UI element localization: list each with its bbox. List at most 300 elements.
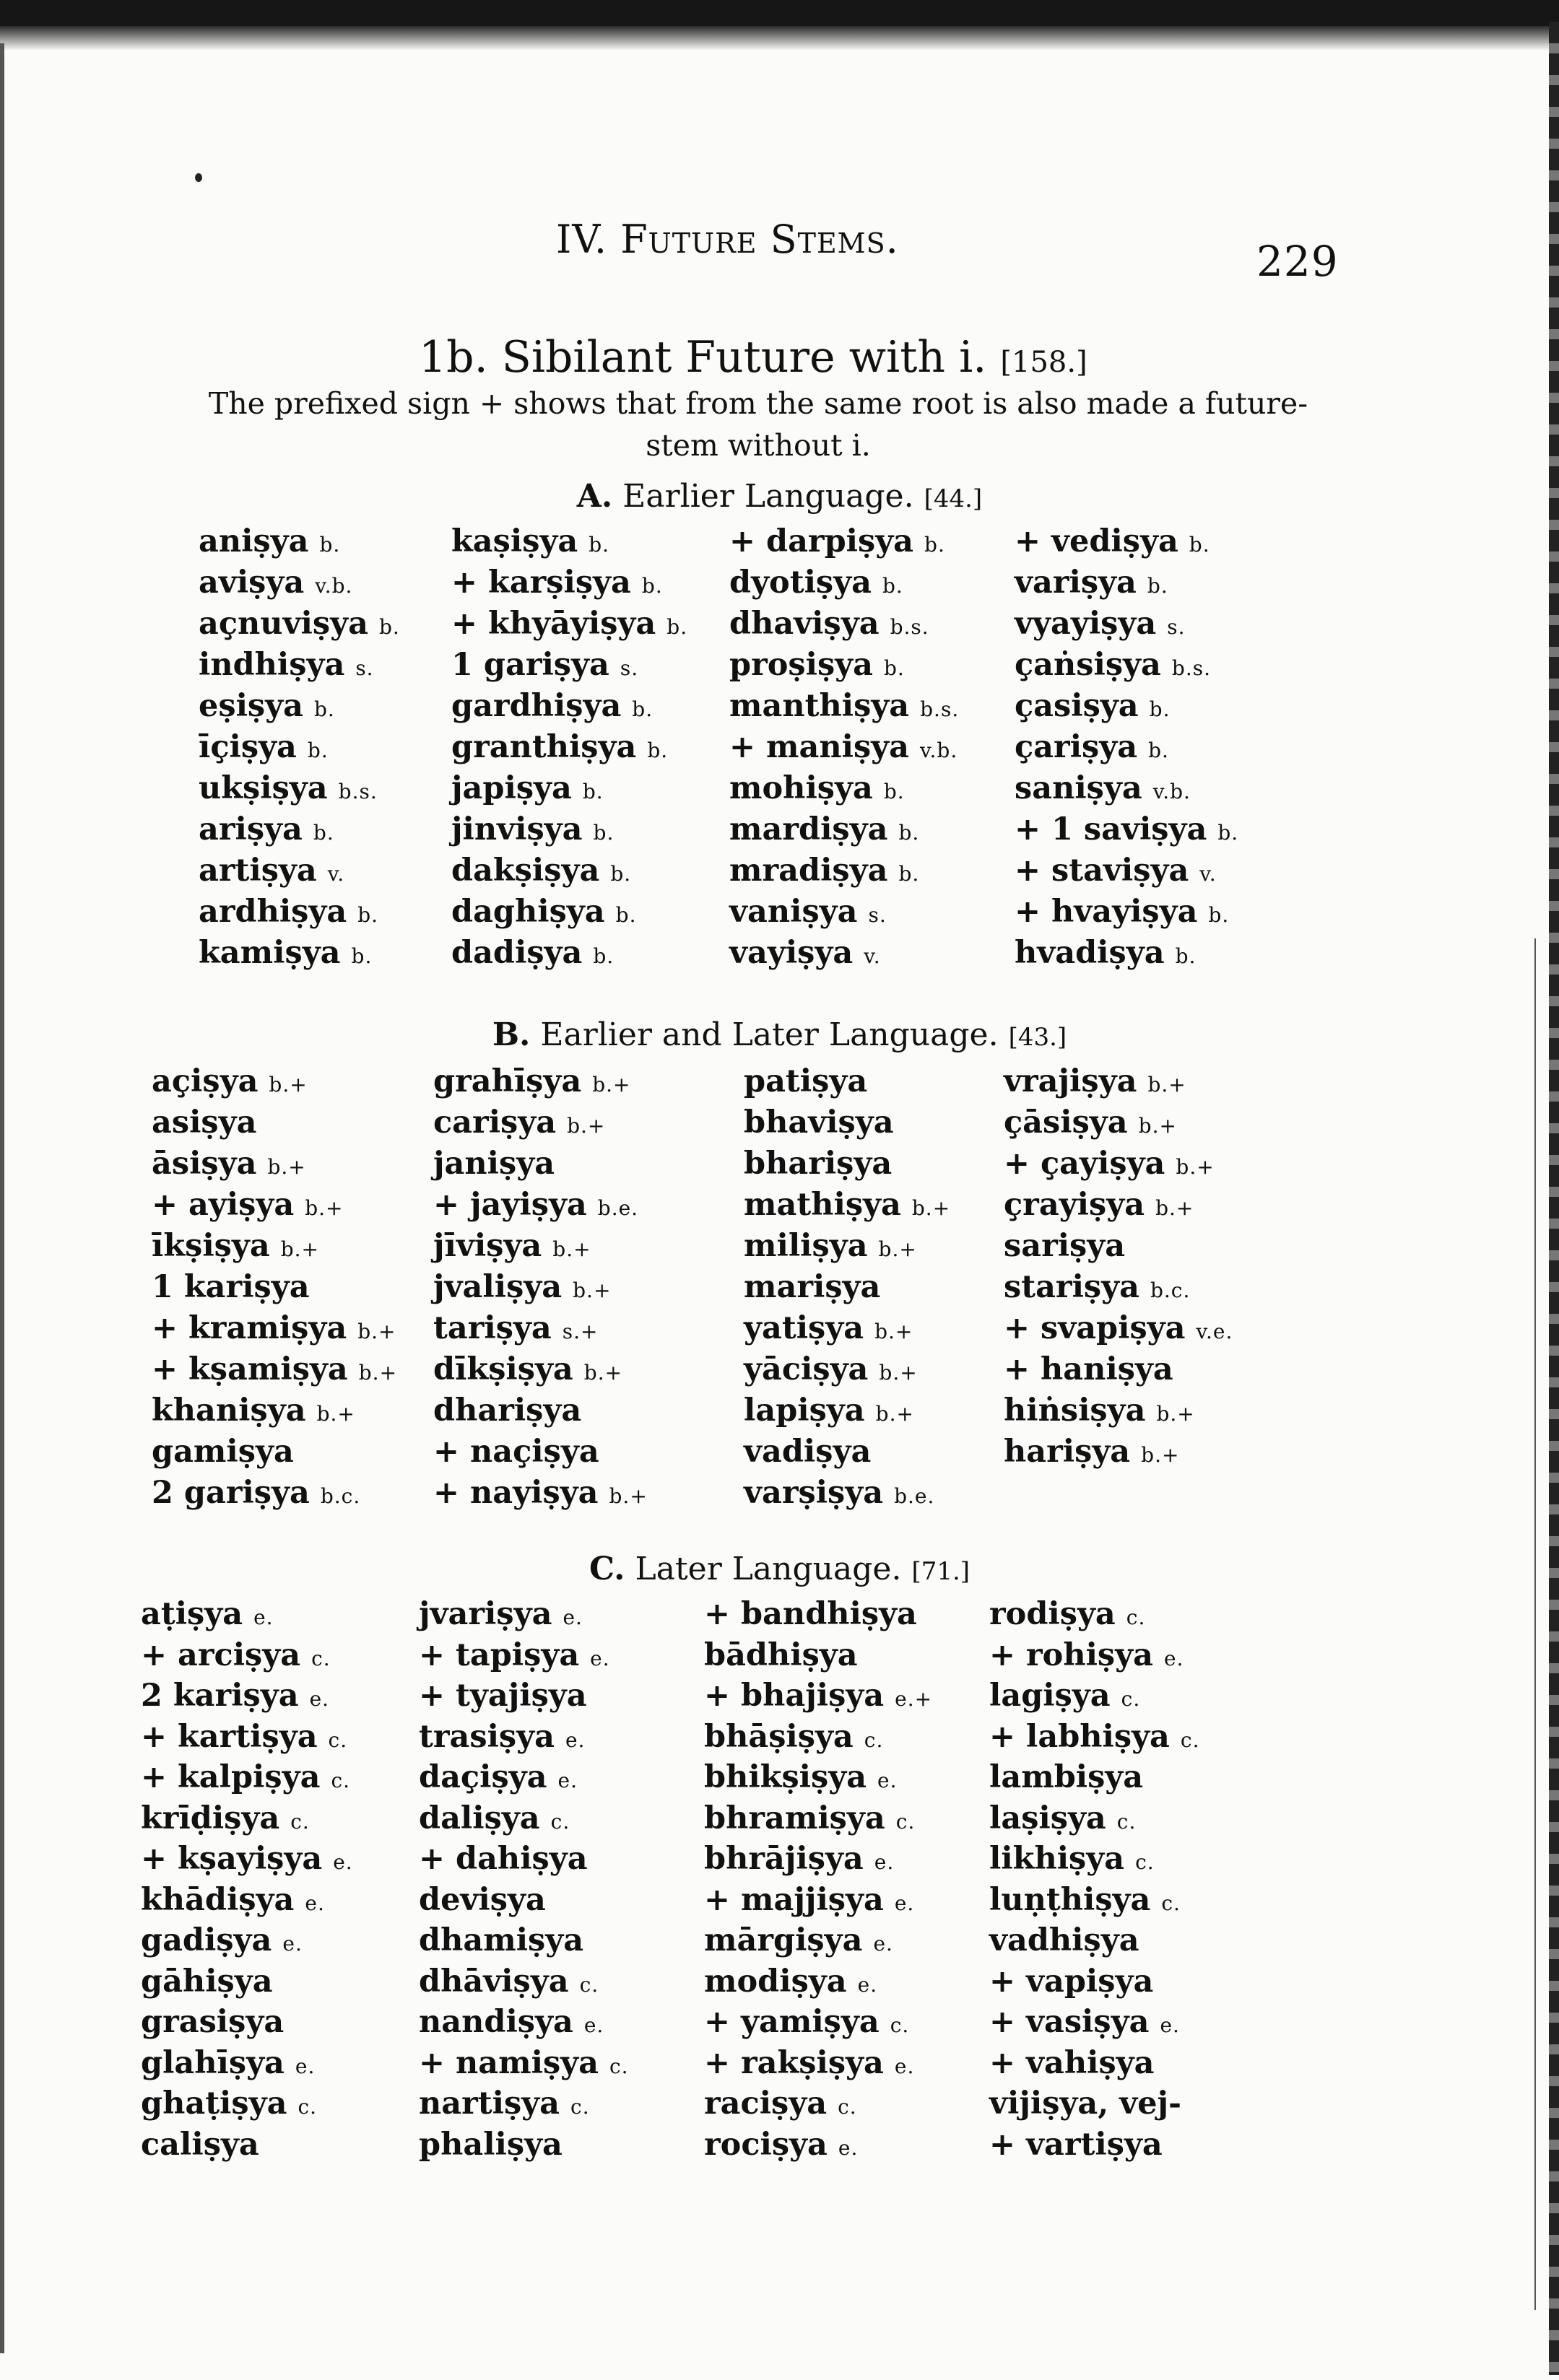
stem-form: raciṣya (704, 2085, 828, 2122)
stem-form: dhaviṣya (729, 606, 880, 642)
word-entry (199, 768, 400, 809)
stem-form: + khyāyiṣya (451, 606, 656, 642)
stem-form: çāsiṣya (1004, 1104, 1128, 1141)
word-entry (729, 686, 959, 727)
source-abbreviation: b. (924, 533, 945, 557)
source-abbreviation: b. (1217, 821, 1239, 845)
source-abbreviation: s. (355, 656, 374, 680)
word-entry (141, 1757, 353, 1798)
word-entry (141, 1675, 353, 1717)
stem-form: khādiṣya (141, 1881, 295, 1918)
source-abbreviation: b. (589, 533, 610, 557)
stem-form: + kalpiṣya (141, 1759, 321, 1795)
source-abbreviation: b. (898, 862, 920, 886)
word-entry (744, 1390, 950, 1431)
word-entry (989, 2083, 1200, 2124)
stem-form: dhāviṣya (419, 1963, 569, 2000)
word-entry (1004, 1431, 1233, 1473)
section-heading-b (0, 1016, 1559, 1053)
word-entry (704, 2124, 932, 2166)
word-entry (141, 2083, 353, 2124)
word-entry (704, 1635, 932, 1676)
section-ref: [44.] (924, 484, 983, 513)
word-entry (704, 1961, 932, 2002)
stem-form: kaṣiṣya (451, 523, 578, 559)
source-abbreviation: b.c. (320, 1484, 361, 1508)
page-number: 229 (1256, 237, 1339, 286)
stem-form: lapiṣya (744, 1392, 865, 1429)
word-entry (141, 1635, 353, 1676)
source-abbreviation: c. (890, 2013, 910, 2037)
stem-form: krīḍiṣya (141, 1800, 280, 1836)
word-entry (704, 1757, 932, 1798)
word-entry (989, 1717, 1200, 1758)
word-entry (451, 933, 687, 974)
stem-form: + kṣayiṣya (141, 1841, 323, 1877)
stem-form: + vediṣya (1015, 523, 1178, 559)
word-entry (704, 1675, 932, 1717)
word-entry (1015, 933, 1238, 974)
word-entry (419, 1635, 629, 1676)
stem-form: + staviṣya (1015, 853, 1189, 889)
stem-form: + rohiṣya (989, 1636, 1153, 1673)
source-abbreviation: c. (290, 1809, 310, 1834)
source-abbreviation: v.e. (1196, 1320, 1233, 1343)
word-entry (152, 1102, 397, 1143)
source-abbreviation: b. (1149, 697, 1171, 721)
source-abbreviation: e. (873, 1932, 893, 1956)
stem-form: khaniṣya (152, 1392, 306, 1429)
source-abbreviation: b.+ (874, 1320, 913, 1343)
stem-form: hvadiṣya (1015, 935, 1165, 971)
word-entry (152, 1185, 397, 1226)
word-entry (729, 933, 959, 974)
section-label: Earlier and Later Language. (540, 1016, 999, 1053)
source-abbreviation: e.+ (895, 1687, 933, 1711)
source-abbreviation: b.+ (1141, 1443, 1180, 1467)
word-entry (704, 2002, 932, 2043)
source-abbreviation: b.+ (609, 1484, 648, 1508)
word-entry (433, 1061, 648, 1102)
stem-form: vayiṣya (729, 935, 854, 971)
stem-form: janiṣya (433, 1146, 555, 1182)
stem-form: vyayiṣya (1015, 606, 1157, 642)
word-entry (451, 892, 687, 933)
stem-form: vijiṣya, vej- (989, 2085, 1181, 2122)
source-abbreviation: c. (895, 1809, 916, 1834)
word-entry (744, 1473, 950, 1514)
stem-form: + çayiṣya (1004, 1146, 1165, 1182)
word-entry (419, 1594, 629, 1635)
stem-form: + namiṣya (419, 2044, 599, 2081)
word-entry (433, 1308, 648, 1349)
source-abbreviation: c. (298, 2095, 318, 2119)
stem-form: yatiṣya (744, 1310, 864, 1346)
stem-form: īkṣiṣya (152, 1228, 270, 1264)
stem-form: + arciṣya (141, 1636, 301, 1673)
word-entry (1015, 521, 1238, 562)
stem-form: tariṣya (433, 1310, 552, 1346)
source-abbreviation: b.+ (875, 1402, 914, 1426)
word-entry (433, 1267, 648, 1308)
word-entry (729, 809, 959, 850)
word-entry (729, 603, 959, 645)
source-abbreviation: b.+ (567, 1114, 606, 1138)
stem-form: phaliṣya (419, 2126, 563, 2163)
stem-form: yāciṣya (744, 1351, 869, 1387)
stem-form: asiṣya (152, 1104, 257, 1141)
explanatory-note: The prefixed sign + shows that from the same root is also made a future-stem without i. (208, 386, 1308, 463)
word-entry (419, 1798, 629, 1839)
word-entry (704, 2083, 932, 2124)
stem-form: daçiṣya (419, 1759, 547, 1795)
source-abbreviation: b.+ (358, 1361, 398, 1385)
source-abbreviation: b. (378, 615, 400, 639)
source-abbreviation: b.+ (878, 1237, 917, 1261)
section-letter: B. (492, 1016, 531, 1053)
word-entry (141, 2043, 353, 2084)
source-abbreviation: b. (582, 780, 604, 803)
source-abbreviation: b. (319, 533, 341, 557)
word-entry (451, 562, 687, 603)
stem-form: jvaliṣya (433, 1269, 563, 1305)
word-entry (704, 1880, 932, 1921)
section-c-col-3 (704, 1594, 932, 2165)
word-entry (1015, 727, 1238, 768)
source-abbreviation: e. (894, 1891, 915, 1915)
source-abbreviation: c. (1180, 1727, 1200, 1752)
source-abbreviation: v.b. (315, 574, 353, 598)
stem-form: ariṣya (199, 811, 303, 847)
source-abbreviation: b. (351, 944, 373, 968)
source-abbreviation: v.b. (920, 738, 958, 762)
source-abbreviation: c. (311, 1646, 331, 1670)
word-entry (152, 1267, 397, 1308)
word-entry (199, 727, 400, 768)
stem-form: sariṣya (1004, 1228, 1126, 1264)
stem-form: + kartiṣya (141, 1718, 318, 1755)
stem-form: gardhiṣya (451, 688, 622, 724)
source-abbreviation: b.+ (911, 1196, 951, 1220)
word-entry (989, 2043, 1200, 2084)
word-entry (152, 1390, 397, 1431)
stem-form: + 1 saviṣya (1015, 811, 1207, 847)
stem-form: + yamiṣya (704, 2004, 880, 2040)
section-c-col-4 (989, 1594, 1200, 2165)
source-abbreviation: b.c. (1150, 1278, 1191, 1302)
source-abbreviation: s. (868, 903, 887, 927)
word-entry (1015, 562, 1238, 603)
word-entry (1004, 1185, 1233, 1226)
source-abbreviation: s.+ (562, 1320, 599, 1343)
word-entry (744, 1349, 950, 1390)
source-abbreviation: e. (309, 1687, 330, 1711)
stem-form: rociṣya (704, 2126, 828, 2163)
word-entry (989, 1675, 1200, 1717)
word-entry (744, 1267, 950, 1308)
word-entry (419, 1920, 629, 1961)
word-entry (451, 645, 687, 686)
word-entry (199, 645, 400, 686)
stem-form: + svapiṣya (1004, 1310, 1186, 1346)
stem-form: artiṣya (199, 853, 317, 889)
stem-form: bhaviṣya (744, 1104, 894, 1141)
source-abbreviation: b.+ (1176, 1155, 1215, 1179)
stem-form: glahīṣya (141, 2044, 285, 2081)
source-abbreviation: b.+ (1156, 1402, 1195, 1426)
source-abbreviation: b. (313, 697, 335, 721)
word-entry (141, 1880, 353, 1921)
source-abbreviation: b. (610, 862, 632, 886)
source-abbreviation: e. (1160, 2013, 1180, 2037)
source-abbreviation: c. (1161, 1891, 1181, 1915)
source-abbreviation: b.+ (316, 1402, 355, 1426)
scan-shadow-top (0, 26, 1559, 51)
stem-form: açiṣya (152, 1063, 259, 1099)
source-abbreviation: s. (620, 656, 639, 680)
source-abbreviation: e. (877, 1769, 898, 1792)
source-abbreviation: c. (864, 1727, 884, 1752)
source-abbreviation: e. (557, 1769, 578, 1792)
stem-form: nartiṣya (419, 2085, 560, 2122)
word-entry (1004, 1143, 1233, 1185)
stem-form: lagiṣya (989, 1678, 1111, 1714)
source-abbreviation: c. (1121, 1687, 1141, 1711)
source-abbreviation: e. (590, 1646, 610, 1670)
word-entry (729, 521, 959, 562)
source-abbreviation: b. (884, 656, 905, 680)
source-abbreviation: b.+ (305, 1196, 344, 1220)
word-entry (1015, 686, 1238, 727)
word-entry (729, 768, 959, 809)
word-entry (419, 1717, 629, 1758)
word-entry (141, 1717, 353, 1758)
source-abbreviation: b.+ (592, 1073, 631, 1097)
stem-form: + dahiṣya (419, 1841, 588, 1877)
word-entry (1004, 1308, 1233, 1349)
word-entry (1015, 603, 1238, 645)
stem-form: mradiṣya (729, 853, 888, 889)
stem-form: + majjiṣya (704, 1881, 884, 1918)
word-entry (744, 1102, 950, 1143)
word-entry (729, 892, 959, 933)
source-abbreviation: b.+ (267, 1155, 306, 1179)
stem-form: gadiṣya (141, 1922, 272, 1958)
source-abbreviation: b.s. (920, 697, 960, 721)
stem-form: 1 gariṣya (451, 647, 609, 683)
source-abbreviation: e. (333, 1850, 353, 1874)
section-a-col-1 (199, 521, 400, 974)
word-entry (704, 2043, 932, 2084)
word-entry (989, 1757, 1200, 1798)
source-abbreviation: b. (666, 615, 688, 639)
stem-form: deviṣya (419, 1881, 546, 1918)
stem-form: trasiṣya (419, 1718, 555, 1755)
stem-form: daghiṣya (451, 894, 605, 930)
stem-form: + ayiṣya (152, 1187, 295, 1223)
source-abbreviation: b.s. (890, 615, 929, 639)
stem-form: indhiṣya (199, 647, 345, 683)
scan-border-top (0, 0, 1559, 29)
source-abbreviation: b. (357, 903, 379, 927)
stem-form: saniṣya (1015, 770, 1142, 806)
title-ref: [158.] (1000, 346, 1087, 379)
stem-form: jīviṣya (433, 1228, 542, 1264)
scan-border-left (0, 43, 4, 2353)
stem-form: + hvayiṣya (1015, 894, 1198, 930)
section-a-col-3 (729, 521, 959, 974)
word-entry (989, 1961, 1200, 2002)
word-entry (1015, 768, 1238, 809)
stem-form: + karṣiṣya (451, 565, 631, 601)
section-heading-a (0, 478, 1559, 515)
source-abbreviation: b.s. (338, 780, 378, 803)
word-entry (1004, 1102, 1233, 1143)
word-entry (704, 1594, 932, 1635)
stem-form: grasiṣya (141, 2004, 285, 2040)
stem-form: dīkṣiṣya (433, 1351, 573, 1387)
section-a-col-2 (451, 521, 687, 974)
section-b-col-4 (1004, 1061, 1233, 1473)
stem-form: + vasiṣya (989, 2004, 1150, 2040)
word-entry (744, 1143, 950, 1185)
stem-form: + rakṣiṣya (704, 2044, 884, 2081)
source-abbreviation: b. (1175, 944, 1197, 968)
source-abbreviation: b.+ (280, 1237, 320, 1261)
stem-form: + haniṣya (1004, 1351, 1173, 1387)
word-entry (199, 562, 400, 603)
stem-form: aṭiṣya (141, 1596, 243, 1632)
word-entry (433, 1102, 648, 1143)
word-entry (989, 1594, 1200, 1635)
stem-form: granthiṣya (451, 729, 637, 765)
word-entry (433, 1185, 648, 1226)
stem-form: ghaṭiṣya (141, 2085, 287, 2122)
stem-form: variṣya (1015, 565, 1137, 601)
stem-form: dyotiṣya (729, 565, 872, 601)
section-a-col-4 (1015, 521, 1238, 974)
stem-form: + vartiṣya (989, 2126, 1163, 2163)
source-abbreviation: b. (641, 574, 663, 598)
word-entry (451, 850, 687, 892)
stem-form: japiṣya (451, 770, 572, 806)
source-abbreviation: b. (647, 738, 669, 762)
stem-form: + labhiṣya (989, 1718, 1170, 1755)
source-abbreviation: b.+ (1147, 1073, 1186, 1097)
section-label: Earlier Language. (622, 478, 914, 515)
source-abbreviation: c. (1135, 1850, 1155, 1874)
word-entry (1015, 645, 1238, 686)
source-abbreviation: c. (1116, 1809, 1137, 1834)
word-entry (1004, 1061, 1233, 1102)
stem-form: aviṣya (199, 565, 305, 601)
source-abbreviation: c. (331, 1769, 351, 1792)
word-entry (744, 1308, 950, 1349)
stem-form: + tapiṣya (419, 1636, 580, 1673)
stem-form: vadhiṣya (989, 1922, 1139, 1958)
word-entry (152, 1308, 397, 1349)
stem-form: manthiṣya (729, 688, 910, 724)
source-abbreviation: b.+ (1155, 1196, 1194, 1220)
source-abbreviation: b. (883, 780, 905, 803)
word-entry (141, 1961, 353, 2002)
stem-form: 2 gariṣya (152, 1475, 310, 1511)
word-entry (704, 1717, 932, 1758)
stem-form: lambiṣya (989, 1759, 1144, 1795)
word-entry (1004, 1390, 1233, 1431)
word-entry (1004, 1349, 1233, 1390)
stem-form: īçiṣya (199, 729, 297, 765)
stem-form: 2 kariṣya (141, 1678, 299, 1714)
source-abbreviation: e. (565, 1727, 586, 1752)
word-entry (433, 1431, 648, 1473)
word-entry (989, 1839, 1200, 1880)
source-abbreviation: b. (882, 574, 903, 598)
source-abbreviation: b. (1148, 738, 1169, 762)
stem-form: grahīṣya (433, 1063, 582, 1099)
stem-form: dakṣiṣya (451, 853, 600, 889)
word-entry (729, 727, 959, 768)
source-abbreviation: b.+ (573, 1278, 612, 1302)
word-entry (744, 1185, 950, 1226)
stem-form: mariṣya (744, 1269, 881, 1305)
word-entry (199, 850, 400, 892)
section-ref: [43.] (1008, 1023, 1067, 1052)
section-c-col-1 (141, 1594, 353, 2165)
stem-form: dhamiṣya (419, 1922, 584, 1958)
word-entry (451, 686, 687, 727)
source-abbreviation: b. (898, 821, 920, 845)
stem-form: çasiṣya (1015, 688, 1139, 724)
source-abbreviation: v.b. (1152, 780, 1191, 803)
source-abbreviation: b.e. (597, 1196, 639, 1220)
word-entry (989, 2002, 1200, 2043)
source-abbreviation: s. (1167, 615, 1186, 639)
stem-form: miliṣya (744, 1228, 868, 1264)
word-entry (704, 1839, 932, 1880)
title-text: 1b. Sibilant Future with i. (419, 332, 987, 383)
word-entry (433, 1143, 648, 1185)
stem-form: ardhiṣya (199, 894, 347, 930)
word-entry (419, 2124, 629, 2166)
stem-form: āsiṣya (152, 1146, 257, 1182)
source-abbreviation: b. (593, 821, 615, 845)
source-abbreviation: b.+ (357, 1320, 396, 1343)
source-abbreviation: v. (327, 862, 345, 886)
source-abbreviation: b.+ (583, 1361, 623, 1385)
source-abbreviation: b. (307, 738, 329, 762)
word-entry (1015, 809, 1238, 850)
word-entry (199, 809, 400, 850)
word-entry (141, 1920, 353, 1961)
word-entry (419, 1757, 629, 1798)
word-entry (744, 1431, 950, 1473)
stem-form: bhāṣiṣya (704, 1718, 854, 1755)
word-entry (1015, 892, 1238, 933)
stem-form: luṇṭhiṣya (989, 1881, 1151, 1918)
source-abbreviation: b. (1208, 903, 1230, 927)
word-entry (419, 1961, 629, 2002)
word-entry (989, 1798, 1200, 1839)
source-abbreviation: b.+ (879, 1361, 918, 1385)
stem-form: mardiṣya (729, 811, 888, 847)
stem-form: + vapiṣya (989, 1963, 1154, 2000)
word-entry (451, 603, 687, 645)
word-entry (451, 768, 687, 809)
source-abbreviation: e. (295, 2054, 316, 2078)
source-abbreviation: v. (1199, 862, 1217, 886)
stem-form: + tyajiṣya (419, 1678, 587, 1714)
